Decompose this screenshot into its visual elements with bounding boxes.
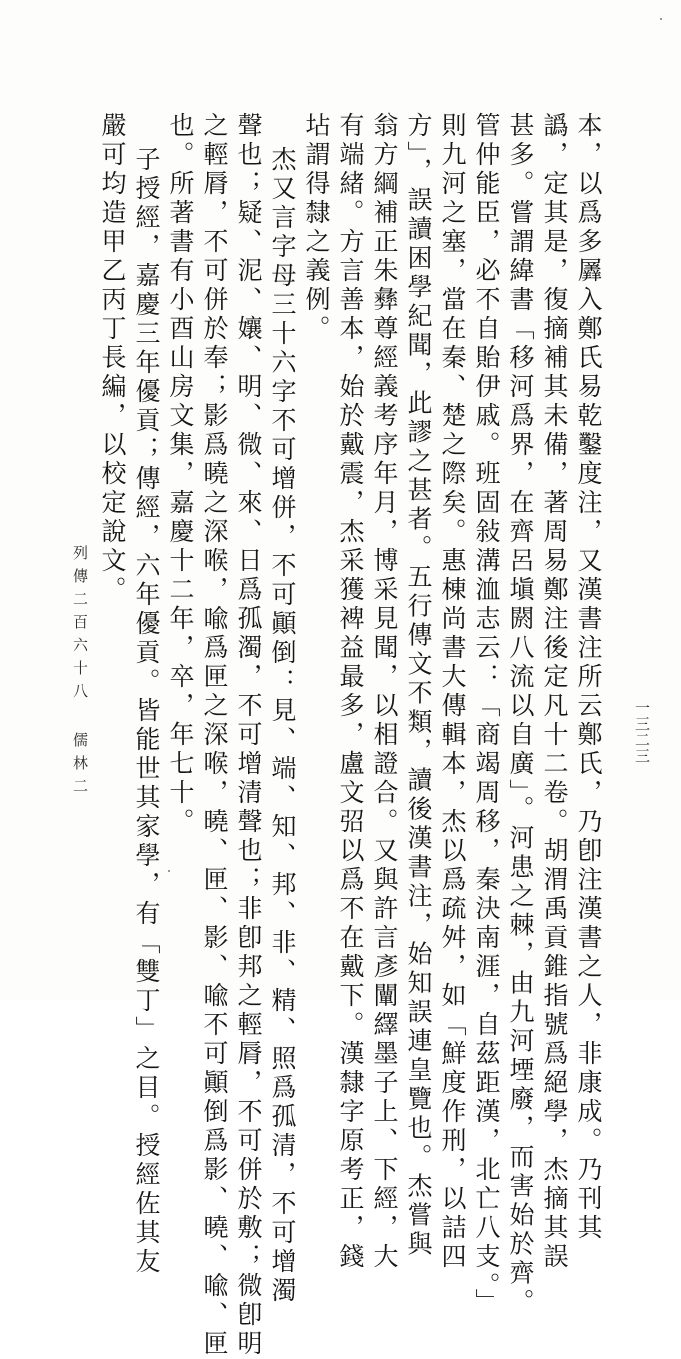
text-column-12: 之輕脣，不可併於奉；影爲曉之深喉，喩爲匣之深喉，曉、匣、影、喩不可顚倒爲影、曉、喩、匣 [200,112,229,1359]
text-column-2: 譌，定其是，復摘補其未備，著周易鄭注後定凡十二卷。胡渭禹貢錐指號爲絕學，杰摘其誤 [540,112,569,1272]
text-column-14: 子授經，嘉慶三年優貢；傳經，六年優貢。皆能世其家學，有「雙丁」之目。授經佐其友 [132,146,161,1277]
text-column-6: 方」，誤讀困學紀聞，此謬之甚者。五行傳文不類，讀後漢書注，始知誤連皇覽也。杰嘗與 [404,112,433,1260]
text-column-5: 則九河之塞，當在秦、楚之際矣。惠棟尚書大傳輯本，杰以爲疏舛，如「鮮度作刑，以詰四 [438,112,467,1272]
text-column-4: 管仲能臣，必不自貽伊戚。班固敍溝洫志云：「商竭周移，秦決南涯，自茲距漢，北亡八支。」 [472,112,501,1318]
text-column-13: 也。所著書有小酉山房文集，嘉慶十二年，卒，年七十。 [166,112,195,837]
running-head: 列傳二百六十八 儒林二 [71,545,89,801]
text-column-11: 聲也；疑、泥、孃、明、微、來、日爲孤濁，不可增清聲也；非卽邦之輕脣，不可併於敷；微卽明 [234,112,263,1359]
page-number: 一三二三 [633,700,651,764]
scan-speck [168,870,170,872]
text-column-1: 本，以爲多羼入鄭氏易乾鑿度注，又漢書注所云鄭氏，乃卽注漢書之人，非康成。乃刊其 [574,112,603,1243]
text-column-10: 杰又言字母三十六字不可增併，不可顚倒：見、端、知、邦、非、精、照爲孤清，不可增濁 [268,146,297,1306]
text-column-9: 坫謂得隸之義例。 [302,112,331,344]
scan-speck [660,18,662,20]
text-column-7: 翁方綱補正朱彝尊經義考序年月，博采見聞，以相證合。又與許言彥闡繹墨子上、下經，大 [370,112,399,1272]
text-column-3: 甚多。嘗謂緯書「移河爲界，在齊呂塡閼八流以自廣」。河患之棘，由九河堙廢，而害始於齊。 [506,112,535,1318]
text-column-15: 嚴可均造甲乙丙丁長編，以校定說文。 [98,112,127,605]
text-column-8: 有端緒。方言善本，始於戴震，杰采獲裨益最多，盧文弨以爲不在戴下。漢隸字原考正，錢 [336,112,365,1272]
